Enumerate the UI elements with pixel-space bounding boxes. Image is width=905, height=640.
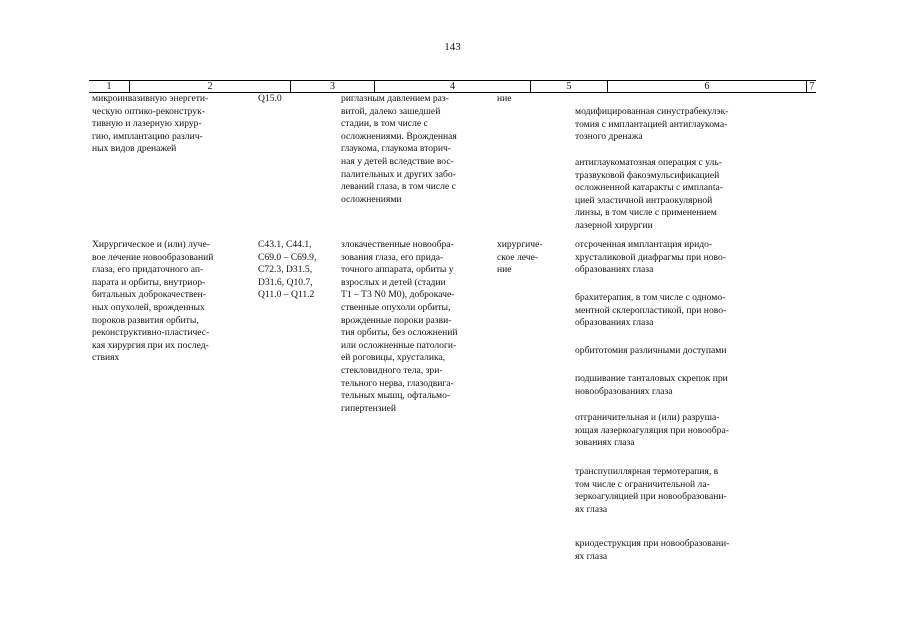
text-line: модифицированная синустрабекулэк- [575,106,729,117]
row2-codes [258,239,330,302]
text-line: точного аппарата, орбиты у [341,264,454,276]
text-line: микроинвазивную энергети- [92,93,209,104]
text-line: ей роговицы, хрусталика, [341,352,446,364]
text-line: тразвуковой факоэмульсификацией [575,169,720,181]
text-line: образованиях глаза [575,264,654,276]
text-line: зования глаза, его прида- [341,251,444,263]
text-line: новообразованиях глаза [575,385,673,397]
text-line: ная у детей вследствие вос- [341,155,454,167]
text-line: тивную и лазерную хирур- [92,118,202,130]
text-line: глаукома, глаукома вторич- [341,143,452,155]
header-col-4: 4 [374,81,530,92]
text-line: осложнениями. Врожденная [341,130,457,142]
text-line: палительных и других забо- [341,168,456,180]
text-line: транспупиллярная термотерапия, в [575,466,719,477]
text-line: образованиях глаза [575,317,654,329]
header-col-6: 6 [607,81,806,92]
text-line: ях глаза [575,503,608,515]
text-line: злокачественные новообра- [341,239,454,250]
text-line: хрусталиковой диафрагмы при ново- [575,251,726,263]
text-line: ющая лазеркоагуляция при новообра- [575,424,729,436]
text-line: витой, далеко зашедшей [341,105,441,117]
text-line: ных опухолей, врожденных [92,301,205,313]
text-line: риглазным давлением раз- [341,93,449,104]
text-line: T1 – T3 N0 M0), доброкаче- [341,289,455,301]
row1-method [92,93,248,156]
text-line: отсроченная имплантация иридо- [575,239,713,250]
text-line: гипертензией [341,402,397,414]
text-line: тельных мышц, офтальмо- [341,390,451,402]
row2-treatment-method-7 [575,538,765,563]
row2-treatment-method-6 [575,466,765,516]
text-line: кая хирургия при их послед- [92,339,209,351]
text-line: вое лечение новообразований [92,251,214,263]
table-header [89,80,816,93]
row2-treatment-method-4 [575,373,765,398]
text-line: стекловидного тела, зри- [341,364,443,376]
text-line: реконструктивно-пластичес- [92,327,210,339]
text-line: D31.6, Q10.7, [258,276,313,288]
row2-treatment-method-1 [575,239,765,277]
text-line: подшивание танталовых скрепок при [575,373,728,384]
text-line: ментной склеропластикой, при ново- [575,304,727,316]
text-line: C69.0 – C69.9, [258,251,317,263]
text-line: врожденные пороки разви- [341,314,452,326]
text-line: криодеструкция при новообразовани- [575,538,730,549]
text-line: хирургиче- [497,239,543,250]
text-line: пороков развития орбиты, [92,314,199,326]
text-line: орбитотомия различными доступами [575,345,727,356]
text-line: том числе с ограничительной ла- [575,478,710,490]
text-line: Q11.0 – Q11.2 [258,289,315,301]
text-line: зеркоагуляцией при новообразовани- [575,491,727,503]
row1-treatment-method-2 [575,157,765,233]
text-line: ственные опухоли орбиты, [341,301,451,313]
row1-diagnosis [341,93,487,206]
text-line: ческую оптико-реконструк- [92,105,205,117]
text-line: осложненной катаракты с имплanta- [575,182,723,194]
text-line: ях глаза [575,550,608,562]
row1-treatment-type [497,93,565,106]
header-col-7: 7 [806,81,817,92]
text-line: ние [497,93,512,104]
text-line: тия орбиты, без осложнений [341,327,458,339]
text-line: C72.3, D31.5, [258,264,313,276]
row2-diagnosis [341,239,487,415]
text-line: антиглаукоматозная операция с уль- [575,157,722,168]
row2-treatment-type [497,239,565,277]
text-line: парата и орбиты, внутриор- [92,276,206,288]
text-line: отграничительная и (или) разруша- [575,412,720,423]
text-line: осложнениями [341,193,402,205]
text-line: ние [497,264,512,276]
text-line: линзы, в том числе с применением [575,207,717,219]
text-line: брахитерапия, в том числе с одномо- [575,292,726,303]
text-line: ствиях [92,352,120,364]
header-col-5: 5 [530,81,607,92]
text-line: ных видов дренажей [92,143,177,155]
header-col-3: 3 [290,81,374,92]
row2-treatment-method-3 [575,345,765,358]
text-line: стадии, в том числе с [341,118,428,130]
row2-treatment-method-5 [575,412,765,450]
text-line: глаза, его придаточного ап- [92,264,204,276]
text-line: леваний глаза, в том числе с [341,181,456,193]
text-line: зованиях глаза [575,437,635,449]
row2-method [92,239,248,365]
text-line: томия с имплантацией антиглаукома- [575,118,728,130]
row2-treatment-method-2 [575,292,765,330]
row1-treatment-method-1 [575,106,765,144]
text-line: цией эластичной интраокулярной [575,194,713,206]
page-number: 143 [444,41,461,53]
text-line: взрослых и детей (стадии [341,276,446,288]
text-line: тозного дренажа [575,131,643,143]
text-line: Q15.0 [258,93,282,104]
text-line: ское лече- [497,251,539,263]
text-line: C43.1, C44.1, [258,239,312,250]
text-line: гию, имплантацию различ- [92,130,203,142]
header-col-1: 1 [106,81,112,92]
text-line: Хирургическое и (или) луче- [92,239,210,250]
text-line: битальных доброкачествен- [92,289,206,301]
text-line: или осложненные патологи- [341,339,457,351]
text-line: лазерной хирургии [575,219,653,231]
header-col-2: 2 [129,81,290,92]
row1-codes [258,93,330,106]
text-line: тельного нерва, глазодвига- [341,377,454,389]
